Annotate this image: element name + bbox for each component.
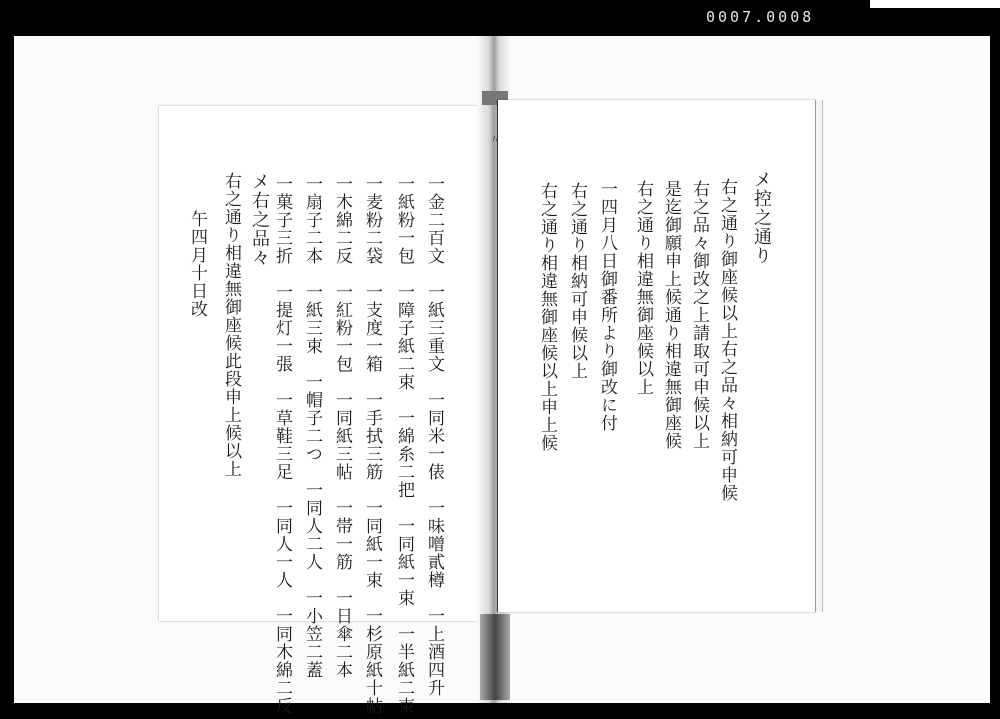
item: 一帽子二つ [302, 373, 322, 463]
right-page-line-4: 右之通り相違無御座候以上 [633, 180, 653, 396]
item: 一帯一筋 [332, 499, 352, 571]
item: 一同米一俵 [424, 391, 444, 481]
item: 一菓子三折 [272, 175, 292, 265]
left-page-heading: メ右之品々 [249, 172, 270, 267]
item: 一小笠二蓋 [302, 589, 322, 679]
right-page-edge [815, 100, 823, 612]
item: 一味噌貳樽 [424, 499, 444, 589]
right-page-heading: メ控之通り [751, 170, 772, 265]
gutter-bottom-mark [480, 614, 510, 700]
item-column-3 [363, 175, 380, 715]
item-column-1 [425, 175, 442, 697]
item-column-2 [395, 175, 412, 715]
corner-label [870, 0, 1000, 8]
item: 一紙三重文 [424, 283, 444, 373]
item: 一木綿二反 [332, 175, 352, 265]
item: 一草鞋三足 [272, 391, 292, 481]
item: 一杉原紙十帖 [362, 607, 382, 715]
right-page-line-2: 右之品々御改之上請取可申候以上 [689, 180, 709, 450]
item-column-5 [303, 175, 320, 679]
item-column-6 [273, 175, 290, 715]
item: 一同紙一束 [362, 499, 382, 589]
item: 一同人二人 [302, 481, 322, 571]
item: 一紅粉一包 [332, 283, 352, 373]
item: 一同木綿二反 [272, 607, 292, 715]
item: 一日傘二本 [332, 589, 352, 679]
item: 一紙三束 [302, 283, 322, 355]
right-page-line-6: 右之通り相納可申候以上 [567, 182, 587, 380]
item: 一紙粉一包 [394, 175, 414, 265]
item: 一金二百文 [424, 175, 444, 265]
page-marker: 〃 [490, 133, 501, 146]
left-page-closing: 右之通り相違無御座候此段申上候以上 [221, 172, 241, 478]
item: 一提灯一張 [272, 283, 292, 373]
item: 一手拭三筋 [362, 391, 382, 481]
item: 一同紙三帖 [332, 391, 352, 481]
right-page-line-7: 右之通り相違無御座候以上申上候 [537, 182, 557, 452]
right-page-line-1: 右之通り御座候以上右之品々相納可申候 [717, 178, 737, 502]
frame-number: 0007.0008 [706, 8, 815, 26]
item: 一麦粉二袋 [362, 175, 382, 265]
item: 一障子紙二束 [394, 283, 414, 391]
item-column-4 [333, 175, 350, 679]
item: 一上酒四升 [424, 607, 444, 697]
item: 一支度一箱 [362, 283, 382, 373]
item: 一半紙二束 [394, 625, 414, 715]
right-page-line-3: 是迄御願申上候通り相違無御座候 [661, 180, 681, 450]
item: 一同人一人 [272, 499, 292, 589]
item: 一同紙一束 [394, 517, 414, 607]
item: 一扇子二本 [302, 175, 322, 265]
left-page-date: 午四月十日改 [187, 210, 207, 318]
scan-area [14, 36, 990, 703]
item: 一綿糸二把 [394, 409, 414, 499]
right-page-line-5: 一四月八日御番所より御改に付 [597, 180, 617, 432]
